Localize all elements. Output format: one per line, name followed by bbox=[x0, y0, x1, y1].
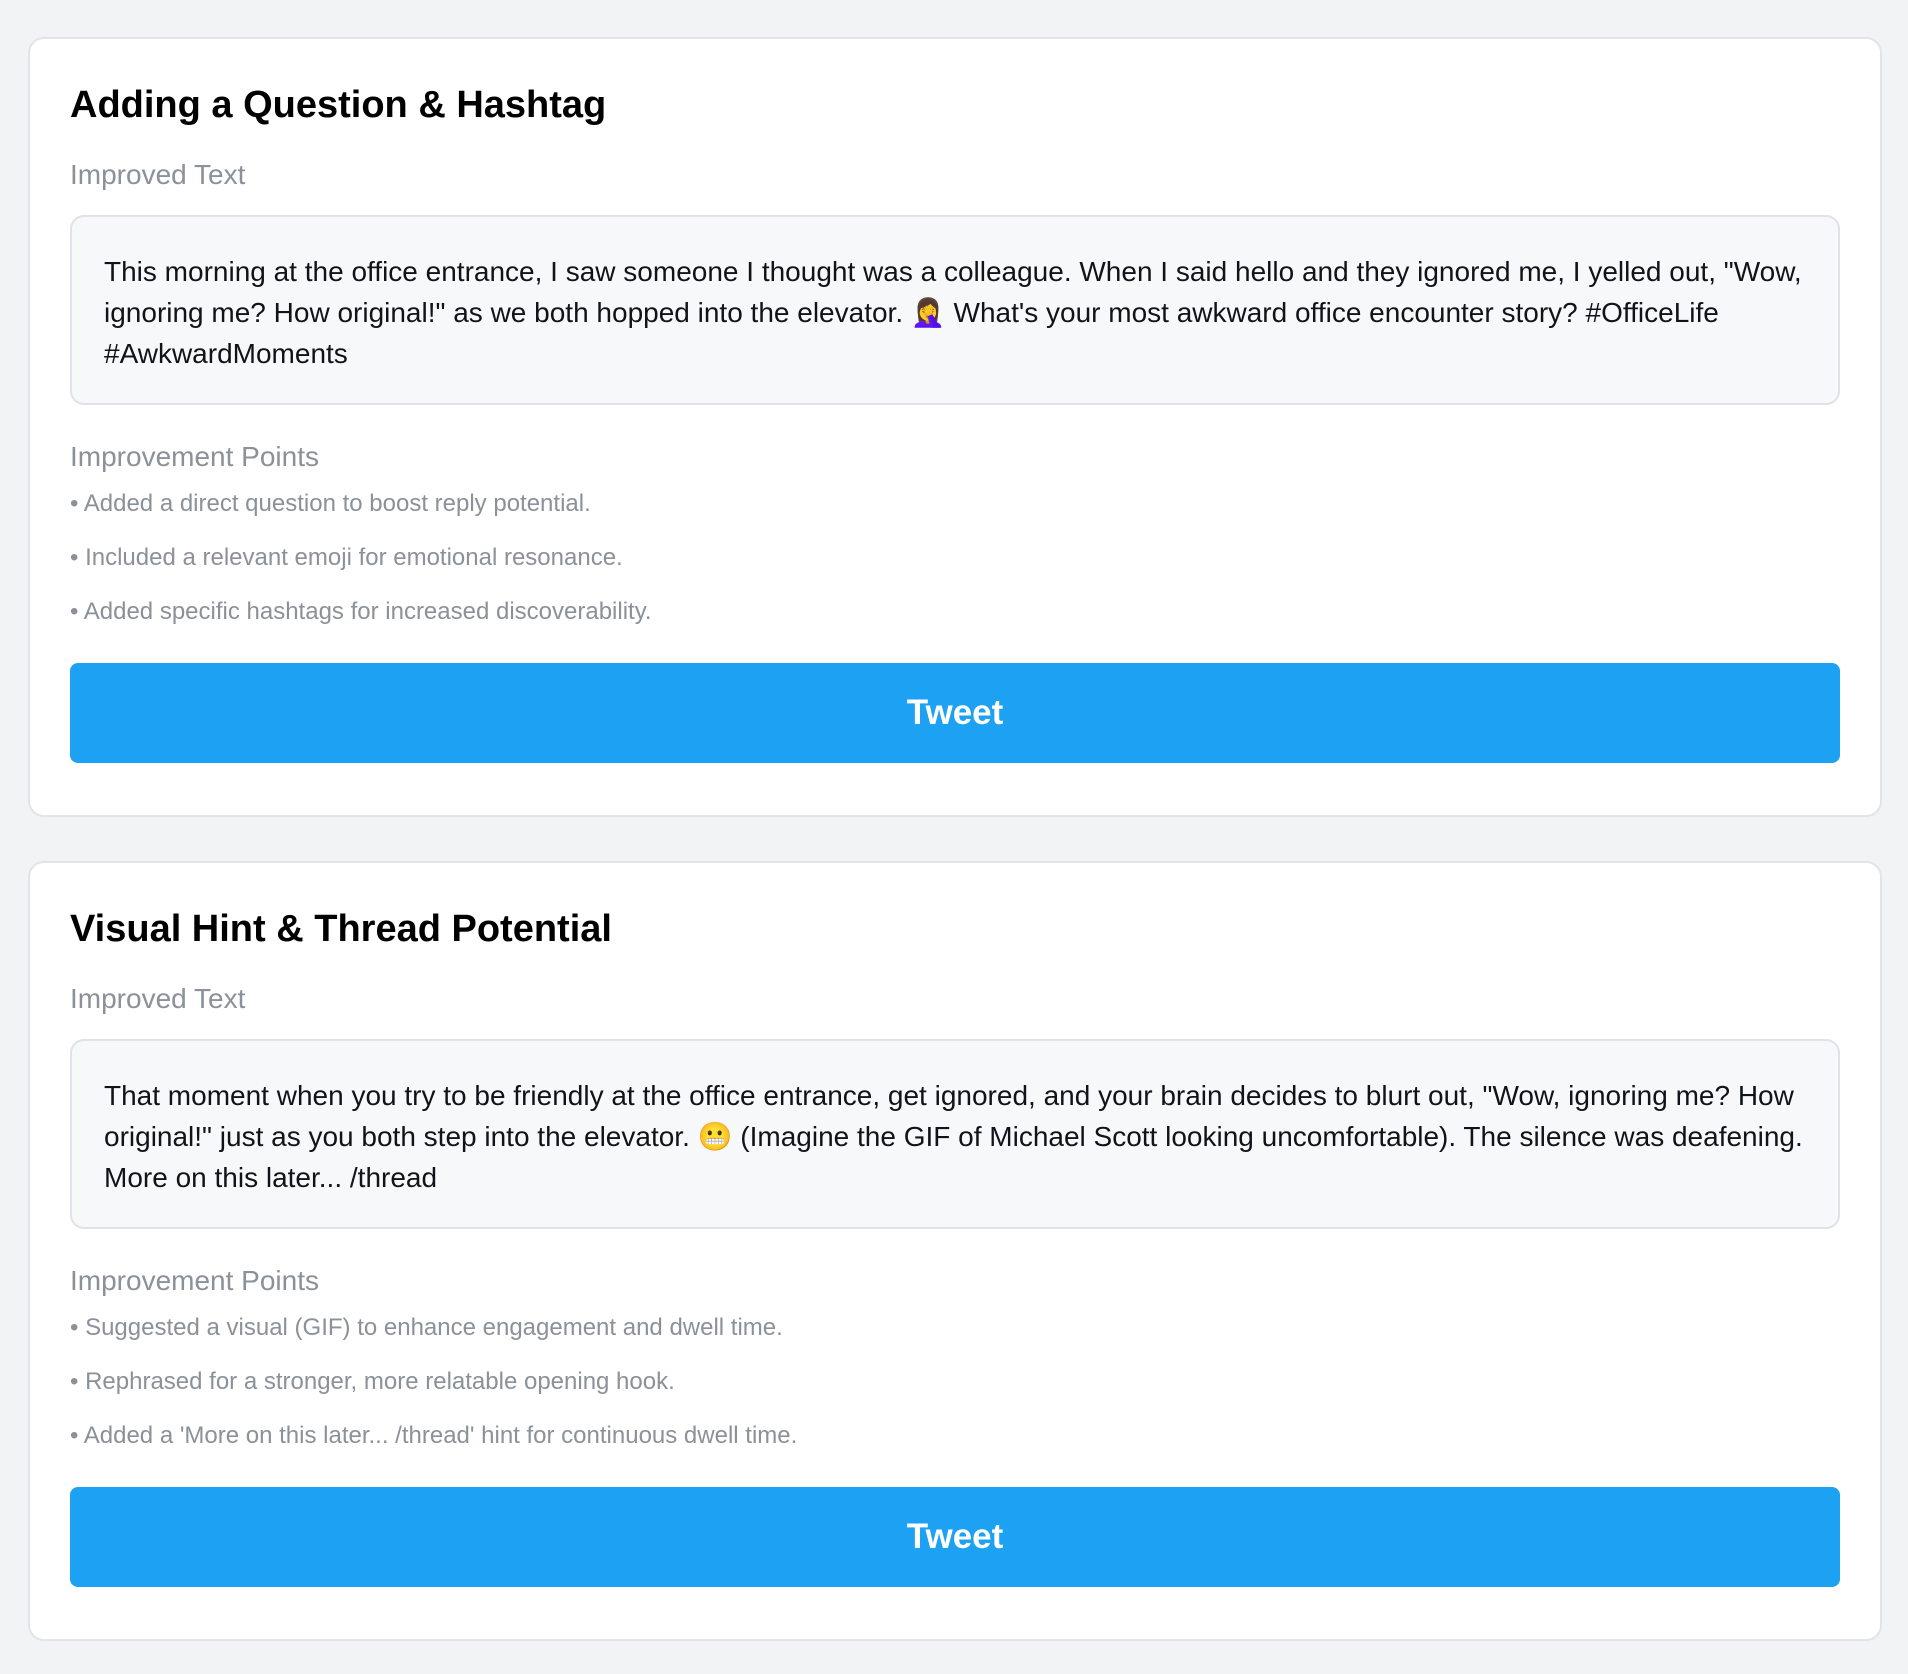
improvement-point: • Added specific hashtags for increased discoverability. bbox=[70, 598, 652, 625]
suggestion-card-visual-thread bbox=[28, 861, 1882, 1641]
improvement-point: • Included a relevant emoji for emotional resonance. bbox=[70, 544, 623, 571]
improved-text-box: This morning at the office entrance, I saw someone I thought was a colleague. When I said hello and they ignored me, I yelled out, "Wow, ignoring me? How original!" as we both hopped into the elevator. 🤦‍♀️ What's your most awkward office encounter story? #OfficeLife #AwkwardMoments bbox=[70, 215, 1840, 405]
improvement-points-label: Improvement Points bbox=[70, 1265, 319, 1296]
improvement-point: • Added a direct question to boost reply potential. bbox=[70, 490, 591, 517]
improvement-points-list bbox=[70, 488, 1840, 628]
improvement-point: • Suggested a visual (GIF) to enhance engagement and dwell time. bbox=[70, 1314, 783, 1341]
improvement-point: • Added a 'More on this later... /thread' hint for continuous dwell time. bbox=[70, 1422, 798, 1449]
improvement-points-label: Improvement Points bbox=[70, 441, 319, 472]
improved-text-box: That moment when you try to be friendly at the office entrance, get ignored, and your brain decides to blurt out, "Wow, ignoring me? How original!" just as you both step into the elevator. 😬 (Imagine the GIF of Michael Scott looking uncomfortable). The silence was deafening. More on this later... /thread bbox=[70, 1039, 1840, 1229]
tweet-button[interactable]: Tweet bbox=[70, 663, 1840, 763]
improvement-point: • Rephrased for a stronger, more relatable opening hook. bbox=[70, 1368, 675, 1395]
improved-text-label: Improved Text bbox=[70, 983, 246, 1014]
improvement-points-list bbox=[70, 1312, 1840, 1452]
improved-text-label: Improved Text bbox=[70, 159, 246, 190]
tweet-button[interactable]: Tweet bbox=[70, 1487, 1840, 1587]
card-title: Visual Hint & Thread Potential bbox=[70, 908, 612, 950]
card-title: Adding a Question & Hashtag bbox=[70, 84, 607, 126]
suggestion-card-question-hashtag bbox=[28, 37, 1882, 817]
